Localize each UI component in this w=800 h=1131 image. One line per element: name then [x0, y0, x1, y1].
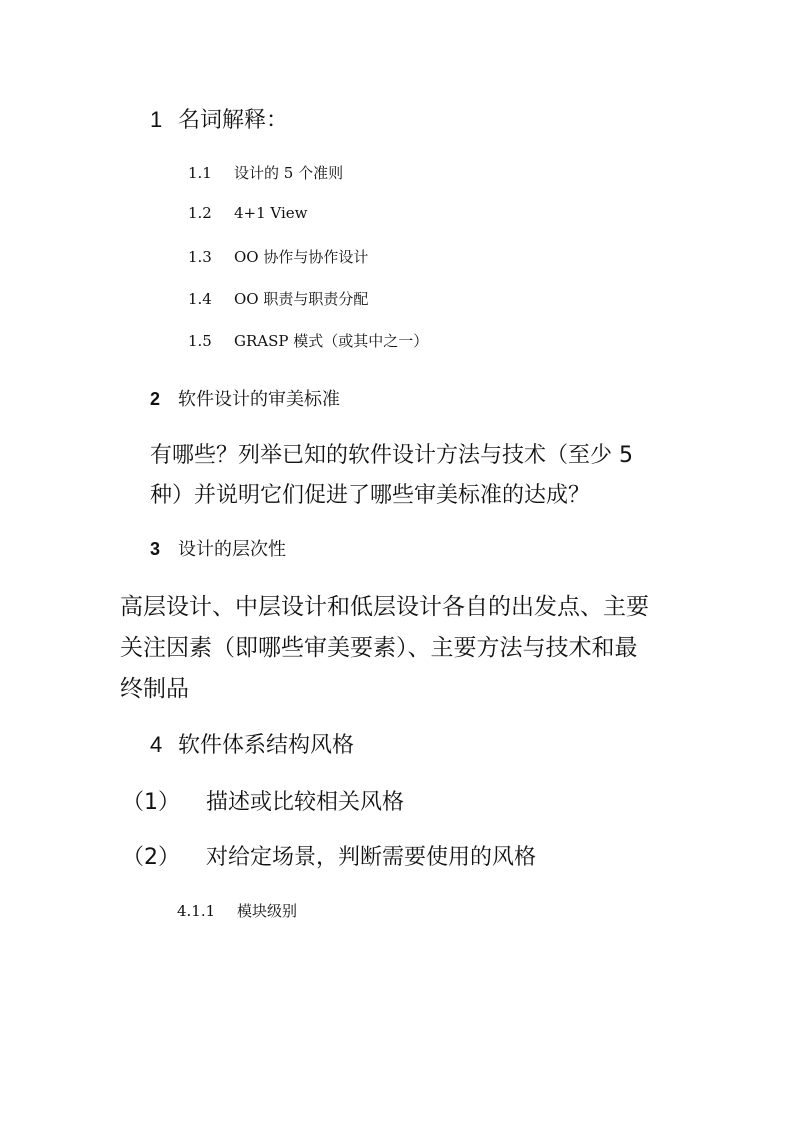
section-4-item-2	[122, 840, 536, 871]
subsection-text: 模块级别	[237, 902, 298, 920]
subsection-text: GRASP 模式（或其中之一）	[234, 332, 429, 350]
subsection-4-1-1	[177, 900, 297, 921]
section-3-heading	[150, 535, 286, 561]
section-4-heading	[150, 728, 354, 759]
section-2-title: 软件设计的审美标准	[178, 389, 340, 410]
subsection-text: 4+1 View	[234, 204, 308, 222]
item-text: 描述或比较相关风格	[206, 790, 405, 815]
item-number: （2）	[122, 845, 180, 870]
subsection-1-5	[188, 330, 428, 351]
section-1-number: 1	[150, 107, 163, 132]
subsection-text: OO 协作与协作设计	[234, 248, 369, 266]
section-3-paragraph-line-1: 高层设计、中层设计和低层设计各自的出发点、主要	[120, 594, 649, 620]
section-2-heading	[150, 385, 340, 411]
section-3-number: 3	[150, 539, 161, 559]
section-2-paragraph-line-2: 种）并说明它们促进了哪些审美标准的达成？	[150, 483, 591, 508]
subsection-number: 1.1	[188, 164, 212, 182]
item-number: （1）	[122, 790, 180, 815]
subsection-number: 1.5	[188, 332, 212, 350]
subsection-number: 1.3	[188, 248, 212, 266]
section-1-title: 名词解释：	[178, 108, 289, 133]
section-4-title: 软件体系结构风格	[178, 733, 355, 758]
subsection-text: OO 职责与职责分配	[234, 290, 369, 308]
subsection-1-1	[188, 162, 343, 183]
section-3-paragraph-line-2: 关注因素（即哪些审美要素）、主要方法与技术和最	[120, 635, 638, 661]
section-4-number: 4	[150, 732, 163, 757]
subsection-1-2	[188, 204, 308, 222]
section-1-heading	[150, 103, 288, 134]
section-4-item-1	[122, 785, 404, 816]
section-2-paragraph-line-1: 有哪些？列举已知的软件设计方法与技术（至少 5	[150, 443, 633, 468]
section-3-paragraph-line-3: 终制品	[120, 676, 189, 702]
section-3-title: 设计的层次性	[178, 539, 286, 560]
subsection-1-4	[188, 288, 368, 309]
subsection-number: 4.1.1	[177, 902, 216, 920]
section-2-number: 2	[150, 389, 161, 409]
subsection-number: 1.4	[188, 290, 212, 308]
subsection-number: 1.2	[188, 204, 212, 222]
subsection-text: 设计的 5 个准则	[234, 164, 344, 182]
subsection-1-3	[188, 246, 368, 267]
item-text: 对给定场景，判断需要使用的风格	[206, 845, 537, 870]
